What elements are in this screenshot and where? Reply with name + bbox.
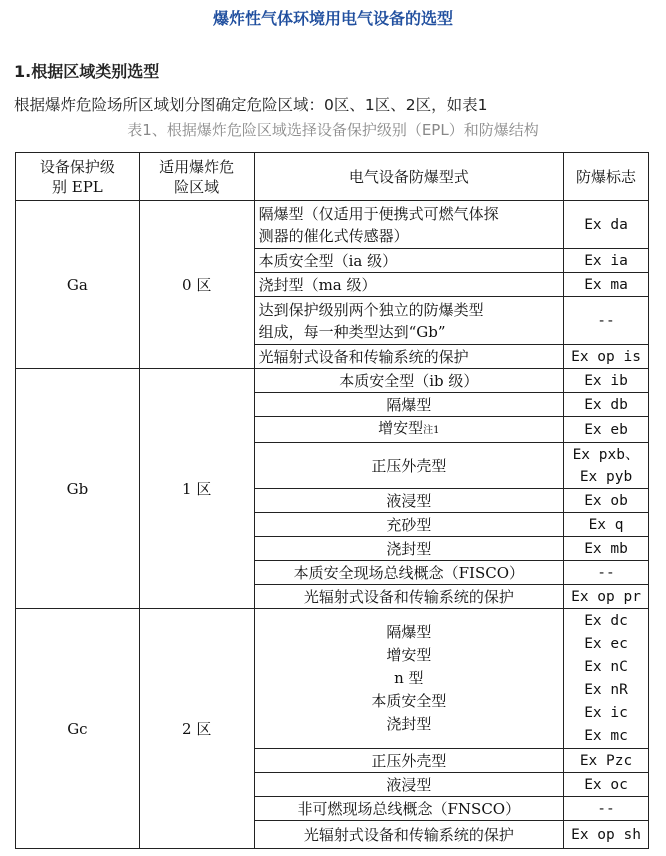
mark-cell: Ex Pzc — [564, 749, 649, 773]
mark-line: Ex nR — [584, 681, 628, 698]
type-line: 本质安全型 — [371, 692, 447, 710]
mark-cell: Ex eb — [564, 417, 649, 443]
mark-cell: Ex op is — [564, 345, 649, 369]
table-row — [16, 609, 649, 749]
type-cell: 隔爆型 — [254, 393, 563, 417]
type-cell: 浇封型 — [254, 537, 563, 561]
mark-cell: -- — [564, 797, 649, 821]
mark-cell: Ex ma — [564, 273, 649, 297]
header-epl — [16, 153, 140, 201]
mark-cell: Ex ib — [564, 369, 649, 393]
mark-cell: Ex mb — [564, 537, 649, 561]
epl-selection-table — [15, 152, 649, 849]
mark-cell: Ex db — [564, 393, 649, 417]
type-cell — [254, 297, 563, 345]
zone-cell-0: 0 区 — [139, 201, 254, 369]
table-row — [16, 369, 649, 393]
type-line: 隔爆型 — [386, 623, 432, 641]
mark-cell-combined — [564, 609, 649, 749]
mark-line: Ex mc — [584, 727, 628, 744]
epl-cell-ga: Ga — [16, 201, 140, 369]
type-cell: 本质安全型（ib 级） — [254, 369, 563, 393]
mark-cell: Ex op sh — [564, 821, 649, 849]
type-cell: 液浸型 — [254, 489, 563, 513]
mark-cell — [564, 443, 649, 489]
type-cell: 液浸型 — [254, 773, 563, 797]
type-line: 达到保护级别两个独立的防爆类型 — [258, 300, 484, 319]
type-line: 组成，每一种类型达到“Gb” — [258, 322, 446, 341]
mark-cell: Ex ia — [564, 249, 649, 273]
zone-cell-1: 1 区 — [139, 369, 254, 609]
type-cell: 光辐射式设备和传输系统的保护 — [254, 345, 563, 369]
mark-line: Ex nC — [584, 658, 628, 675]
type-cell-combined — [254, 609, 563, 749]
mark-line: Ex dc — [584, 612, 628, 629]
type-line: n 型 — [394, 669, 424, 687]
mark-cell: Ex oc — [564, 773, 649, 797]
mark-cell: -- — [564, 561, 649, 585]
header-zone-line1: 适用爆炸危 — [159, 157, 235, 176]
type-line: 隔爆型（仅适用于便携式可燃气体探 — [258, 204, 499, 223]
header-mark: 防爆标志 — [564, 153, 649, 201]
header-type: 电气设备防爆型式 — [254, 153, 563, 201]
type-cell — [254, 417, 563, 443]
type-cell: 非可燃现场总线概念（FNSCO） — [254, 797, 563, 821]
intro-text: 根据爆炸危险场所区域划分图确定危险区域：0区、1区、2区，如表1 — [14, 96, 488, 114]
zone-cell-2: 2 区 — [139, 609, 254, 849]
epl-cell-gb: Gb — [16, 369, 140, 609]
section-heading: 1.根据区域类别选型 — [14, 62, 160, 81]
header-epl-line1: 设备保护级 — [39, 157, 115, 176]
header-zone-line2: 险区域 — [174, 177, 220, 196]
mark-line: Ex pxb、 — [572, 446, 640, 463]
type-cell: 光辐射式设备和传输系统的保护 — [254, 585, 563, 609]
header-epl-line2: 别 EPL — [52, 177, 103, 196]
type-cell: 正压外壳型 — [254, 443, 563, 489]
type-cell: 本质安全型（ia 级） — [254, 249, 563, 273]
mark-cell: Ex q — [564, 513, 649, 537]
type-line: 测器的催化式传感器） — [258, 226, 409, 245]
type-cell: 浇封型（ma 级） — [254, 273, 563, 297]
header-zone — [139, 153, 254, 201]
type-line: 浇封型 — [386, 715, 432, 733]
mark-line: Ex ec — [584, 635, 628, 652]
type-cell: 本质安全现场总线概念（FISCO） — [254, 561, 563, 585]
type-text: 增安型 — [378, 419, 424, 437]
type-cell: 正压外壳型 — [254, 749, 563, 773]
table-row — [16, 201, 649, 249]
type-line: 增安型 — [386, 646, 432, 664]
type-cell: 充砂型 — [254, 513, 563, 537]
type-cell — [254, 201, 563, 249]
table-header-row — [16, 153, 649, 201]
epl-cell-gc: Gc — [16, 609, 140, 849]
mark-cell: Ex op pr — [564, 585, 649, 609]
mark-cell: Ex ob — [564, 489, 649, 513]
type-cell: 光辐射式设备和传输系统的保护 — [254, 821, 563, 849]
mark-cell: Ex da — [564, 201, 649, 249]
page-title: 爆炸性气体环境用电气设备的选型 — [212, 9, 453, 28]
mark-line: Ex pyb — [579, 468, 633, 485]
mark-cell: -- — [564, 297, 649, 345]
footnote-marker: 注1 — [423, 425, 440, 436]
mark-line: Ex ic — [584, 704, 628, 721]
table-caption: 表1、根据爆炸危险区域选择设备保护级别（EPL）和防爆结构 — [127, 121, 539, 139]
